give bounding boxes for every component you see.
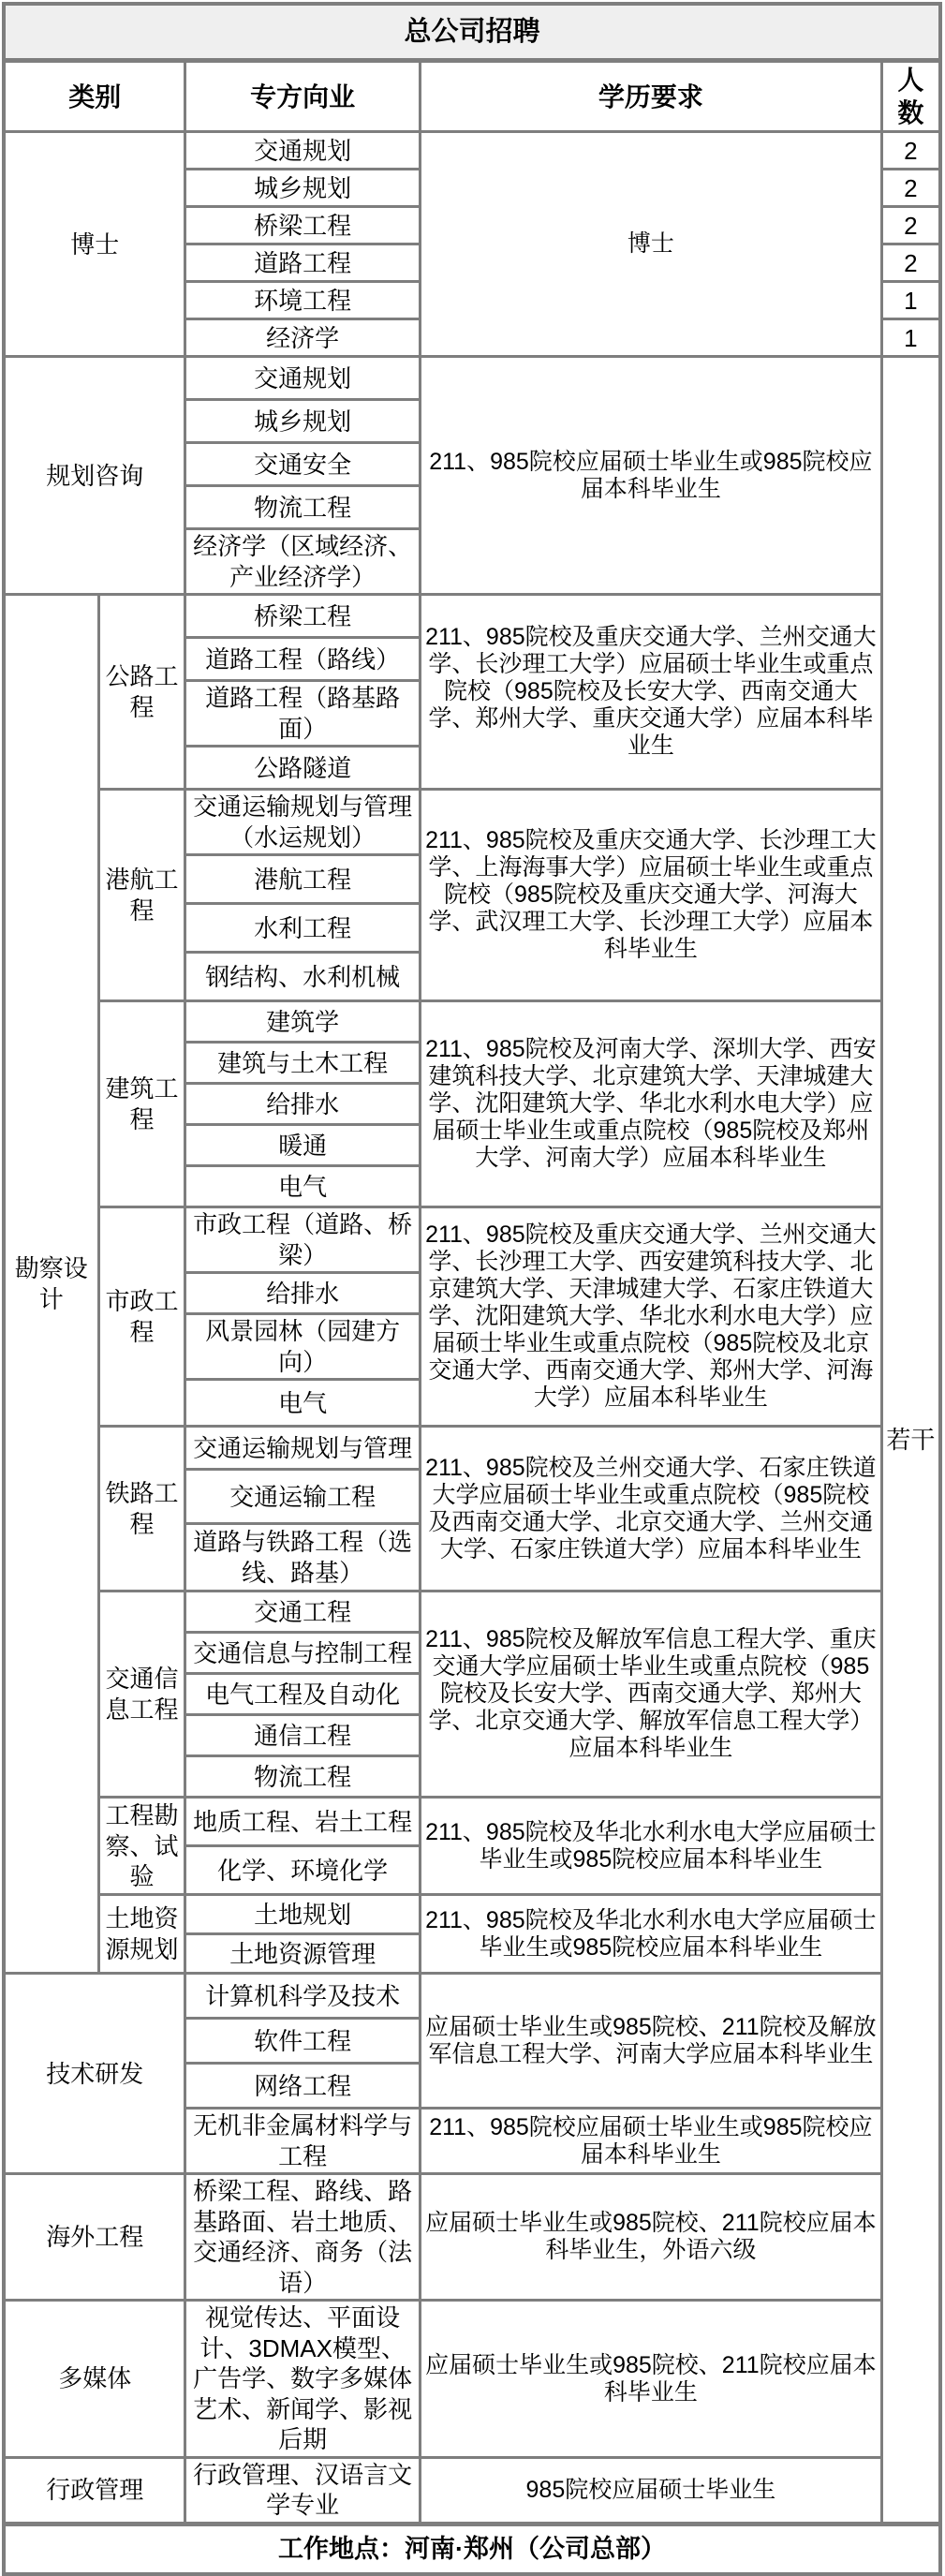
major-cell: 道路与铁路工程（选线、路基）	[185, 1524, 421, 1591]
subcategory-cell: 市政工程	[98, 1207, 185, 1427]
subcategory-cell: 公路工程	[98, 595, 185, 790]
category-cell: 博士	[4, 132, 185, 357]
major-cell: 交通工程	[185, 1591, 421, 1633]
subcategory-cell: 建筑工程	[98, 1001, 185, 1207]
count-cell: 1	[881, 319, 940, 357]
table-row	[4, 1798, 940, 1846]
subcategory-cell: 港航工程	[98, 790, 185, 1001]
education-cell: 211、985院校及解放军信息工程大学、重庆交通大学应届硕士毕业生或重点院校（985院校及长安大学、西南交通大学、郑州大学、北京交通大学、解放军信息工程大学）应届本科毕业生	[420, 1591, 881, 1798]
major-cell: 物流工程	[185, 1756, 421, 1798]
column-header-category: 类别	[4, 61, 185, 132]
subcategory-cell: 土地资源规划	[98, 1895, 185, 1974]
table-row	[4, 1974, 940, 2019]
table-row	[4, 1895, 940, 1934]
footer-row	[4, 2524, 940, 2574]
education-cell: 211、985院校及兰州交通大学、石家庄铁道大学应届硕士毕业生或重点院校（985院校及西南交通大学、北京交通大学、兰州交通大学、石家庄铁道大学）应届本科毕业生	[420, 1427, 881, 1591]
major-cell: 化学、环境化学	[185, 1846, 421, 1895]
table-row	[4, 1001, 940, 1043]
major-cell: 桥梁工程	[185, 207, 421, 244]
major-cell: 暖通	[185, 1125, 421, 1166]
education-cell: 211、985院校及河南大学、深圳大学、西安建筑科技大学、北京建筑大学、天津城建大学、沈阳建筑大学、华北水利水电大学）应届硕士毕业生或重点院校（985院校及郑州大学、河南大学）应届本科毕业生	[420, 1001, 881, 1207]
major-cell: 桥梁工程、路线、路基路面、岩土地质、交通经济、商务（法语）	[185, 2174, 421, 2301]
education-cell: 211、985院校及华北水利水电大学应届硕士毕业生或985院校应届本科毕业生	[420, 1798, 881, 1895]
table-row	[4, 1207, 940, 1273]
subcategory-cell: 工程勘察、试验	[98, 1798, 185, 1895]
major-cell: 通信工程	[185, 1715, 421, 1756]
table-row	[4, 357, 940, 400]
major-cell: 交通信息与控制工程	[185, 1633, 421, 1674]
table-row	[4, 1427, 940, 1470]
major-cell: 交通运输规划与管理（水运规划）	[185, 790, 421, 855]
column-header-count: 人数	[881, 61, 940, 132]
major-cell: 地质工程、岩土工程	[185, 1798, 421, 1846]
table-row	[4, 132, 940, 170]
count-cell: 2	[881, 207, 940, 244]
education-cell: 985院校应届硕士毕业生	[420, 2457, 881, 2524]
recruitment-table	[2, 2, 942, 2576]
category-cell: 海外工程	[4, 2174, 185, 2301]
major-cell: 土地资源管理	[185, 1934, 421, 1974]
major-cell: 给排水	[185, 1084, 421, 1125]
education-cell: 211、985院校及重庆交通大学、兰州交通大学、长沙理工大学、西安建筑科技大学、北京建筑大学、天津城建大学、石家庄铁道大学、沈阳建筑大学、华北水利水电大学）应届硕士毕业生或重点院校（985院校及北京交通大学、西南交通大学、郑州大学、河海大学）应届本科毕业生	[420, 1207, 881, 1427]
table-row	[4, 1591, 940, 1633]
count-cell-merged: 若干	[881, 357, 940, 2524]
major-cell: 土地规划	[185, 1895, 421, 1934]
major-cell: 建筑与土木工程	[185, 1043, 421, 1084]
major-cell: 城乡规划	[185, 400, 421, 443]
major-cell: 城乡规划	[185, 170, 421, 207]
major-cell: 公路隧道	[185, 747, 421, 790]
major-cell: 物流工程	[185, 486, 421, 529]
work-location-footer: 工作地点：河南·郑州（公司总部）	[4, 2524, 940, 2574]
category-cell: 技术研发	[4, 1974, 185, 2174]
category-cell: 多媒体	[4, 2301, 185, 2458]
education-cell: 211、985院校应届硕士毕业生或985院校应届本科毕业生	[420, 357, 881, 595]
column-header-education: 学历要求	[420, 61, 881, 132]
major-cell: 网络工程	[185, 2064, 421, 2109]
major-cell: 道路工程（路基路面）	[185, 681, 421, 747]
major-cell: 经济学（区域经济、产业经济学）	[185, 529, 421, 595]
major-cell: 风景园林（园建方向）	[185, 1314, 421, 1380]
title-row	[4, 4, 940, 61]
education-cell: 211、985院校及华北水利水电大学应届硕士毕业生或985院校应届本科毕业生	[420, 1895, 881, 1974]
major-cell: 钢结构、水利机械	[185, 953, 421, 1001]
major-cell: 电气	[185, 1380, 421, 1427]
major-cell: 道路工程（路线）	[185, 638, 421, 681]
education-cell: 应届硕士毕业生或985院校、211院校及解放军信息工程大学、河南大学应届本科毕业生	[420, 1974, 881, 2109]
major-cell: 交通运输规划与管理	[185, 1427, 421, 1470]
major-cell: 行政管理、汉语言文学专业	[185, 2457, 421, 2524]
major-cell: 软件工程	[185, 2019, 421, 2064]
education-cell: 应届硕士毕业生或985院校、211院校应届本科毕业生，外语六级	[420, 2174, 881, 2301]
table-row	[4, 790, 940, 855]
subcategory-cell: 交通信息工程	[98, 1591, 185, 1798]
major-cell: 建筑学	[185, 1001, 421, 1043]
major-cell: 交通安全	[185, 443, 421, 486]
major-cell: 市政工程（道路、桥梁）	[185, 1207, 421, 1273]
major-cell: 交通规划	[185, 132, 421, 170]
count-cell: 2	[881, 170, 940, 207]
category-cell: 规划咨询	[4, 357, 185, 595]
category-cell: 勘察设计	[4, 595, 98, 1974]
major-cell: 环境工程	[185, 282, 421, 319]
table-row	[4, 595, 940, 638]
major-cell: 计算机科学及技术	[185, 1974, 421, 2019]
education-cell: 211、985院校应届硕士毕业生或985院校应届本科毕业生	[420, 2109, 881, 2174]
table-row	[4, 2457, 940, 2524]
education-cell: 应届硕士毕业生或985院校、211院校应届本科毕业生	[420, 2301, 881, 2458]
category-cell: 行政管理	[4, 2457, 185, 2524]
count-cell: 1	[881, 282, 940, 319]
major-cell: 给排水	[185, 1273, 421, 1314]
major-cell: 水利工程	[185, 904, 421, 953]
major-cell: 道路工程	[185, 244, 421, 282]
table-title: 总公司招聘	[4, 4, 940, 61]
major-cell: 桥梁工程	[185, 595, 421, 638]
recruitment-page	[0, 2, 945, 2576]
education-cell: 211、985院校及重庆交通大学、长沙理工大学、上海海事大学）应届硕士毕业生或重点院校（985院校及重庆交通大学、河海大学、武汉理工大学、长沙理工大学）应届本科毕业生	[420, 790, 881, 1001]
major-cell: 电气	[185, 1166, 421, 1207]
table-row	[4, 2301, 940, 2458]
major-cell: 无机非金属材料学与工程	[185, 2109, 421, 2174]
education-cell: 211、985院校及重庆交通大学、兰州交通大学、长沙理工大学）应届硕士毕业生或重点院校（985院校及长安大学、西南交通大学、郑州大学、重庆交通大学）应届本科毕业生	[420, 595, 881, 790]
column-header-major: 专方向业	[185, 61, 421, 132]
major-cell: 电气工程及自动化	[185, 1674, 421, 1715]
column-header-row	[4, 61, 940, 132]
major-cell: 经济学	[185, 319, 421, 357]
major-cell: 交通运输工程	[185, 1470, 421, 1524]
count-cell: 2	[881, 132, 940, 170]
subcategory-cell: 铁路工程	[98, 1427, 185, 1591]
major-cell: 港航工程	[185, 855, 421, 904]
major-cell: 视觉传达、平面设计、3DMAX模型、广告学、数字多媒体艺术、新闻学、影视后期	[185, 2301, 421, 2458]
education-cell: 博士	[420, 132, 881, 357]
table-row	[4, 2174, 940, 2301]
count-cell: 2	[881, 244, 940, 282]
major-cell: 交通规划	[185, 357, 421, 400]
